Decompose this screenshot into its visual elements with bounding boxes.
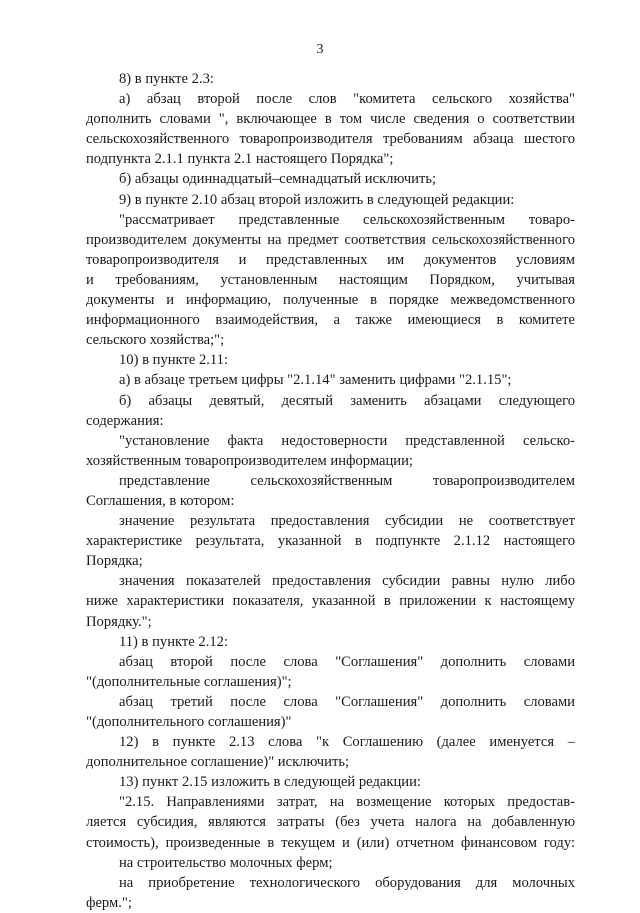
text-line: товаропроизводителя и представленных им документов условиям (86, 251, 575, 268)
text-line: сельского хозяйства;"; (86, 332, 225, 349)
text-line: а) в абзаце третьем цифры "2.1.14" заменить цифрами "2.1.15"; (119, 372, 512, 389)
text-line: информационного взаимодействия, а также имеющиеся в комитете (86, 312, 575, 329)
text-line: б) абзацы девятый, десятый заменить абзацами следующего (119, 392, 575, 409)
text-line: и требованиям, установленным настоящим Порядком, учитывая (86, 271, 575, 288)
text-line: а) абзац второй после слов "комитета сельского хозяйства" (119, 91, 575, 108)
text-line: "2.15. Направлениями затрат, на возмещение которых предостав- (119, 794, 575, 811)
text-line: "(дополнительного соглашения)" (86, 714, 292, 730)
text-line: дополнить словами ", включающее в том числе сведения о соответствии (86, 111, 575, 128)
text-line: значение результата предоставления субсидии не соответствует (119, 513, 575, 530)
text-line: абзац второй после слова "Соглашения" дополнить словами (119, 653, 575, 670)
text-line: 10) в пункте 2.11: (119, 352, 229, 369)
text-line: Порядка; (86, 553, 143, 570)
text-line: на приобретение технологического оборудования для молочных (119, 874, 575, 891)
text-line: ляется субсидия, являются затраты (без учета налога на добавленную (86, 814, 575, 831)
text-line: Соглашения, в котором: (86, 492, 235, 509)
text-line: на строительство молочных ферм; (119, 854, 333, 871)
text-line: "рассматривает представленные сельскохозяйственным товаро- (119, 211, 575, 228)
text-line: документы и информацию, полученные в порядке межведомственного (86, 292, 575, 309)
text-line: содержания: (86, 412, 164, 429)
text-line: "(дополнительные соглашения)"; (86, 673, 292, 690)
text-line: стоимость), произведенные в текущем и (или) отчетном финансовом году: (86, 834, 575, 851)
document-body (86, 69, 575, 913)
text-line: ферм."; (86, 894, 132, 911)
text-line: значения показателей предоставления субсидии равны нулю либо (119, 573, 575, 590)
text-line: абзац третий после слова "Соглашения" дополнить словами (119, 693, 575, 710)
text-line: 11) в пункте 2.12: (119, 633, 229, 650)
text-line: б) абзацы одиннадцатый–семнадцатый исключить; (119, 171, 437, 188)
text-line: 8) в пункте 2.3: (119, 71, 214, 87)
text-line: 12) в пункте 2.13 слова "к Соглашению (далее именуется – (119, 734, 575, 751)
text-line: 13) пункт 2.15 изложить в следующей редакции: (119, 774, 421, 791)
text-line: подпункта 2.1.1 пункта 2.1 настоящего Порядка"; (86, 151, 394, 168)
text-line: "установление факта недостоверности представленной сельско- (119, 432, 575, 449)
text-line: дополнительное соглашение)" исключить; (86, 754, 350, 771)
text-line: сельскохозяйственного товаропроизводителя требованиям абзаца шестого (86, 131, 575, 148)
text-line: ниже характеристики показателя, указанной в приложении к настоящему (86, 593, 575, 610)
page-number: 3 (316, 42, 324, 57)
text-line: хозяйственным товаропроизводителем информации; (86, 452, 413, 469)
text-line: представление сельскохозяйственным товаропроизводителем (119, 472, 575, 489)
text-line: Порядку."; (86, 613, 152, 630)
text-line: производителем документы на предмет соответствия сельскохозяйственного (86, 231, 575, 248)
text-line: характеристике результата, указанной в подпункте 2.1.12 настоящего (86, 533, 575, 550)
text-line: 9) в пункте 2.10 абзац второй изложить в следующей редакции: (119, 191, 515, 208)
